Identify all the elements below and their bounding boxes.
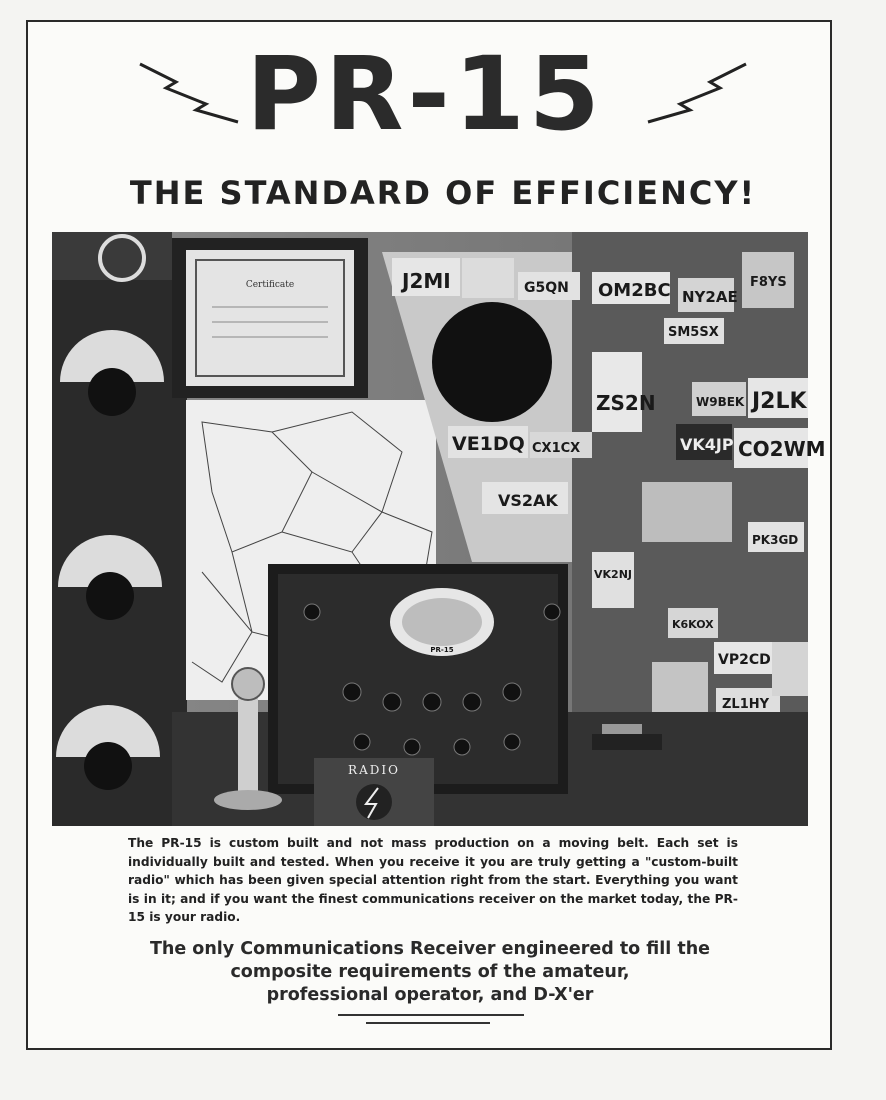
tagline-line-3: professional operator, and D-X'er	[266, 985, 594, 1005]
qsl-card: VK2NJ	[594, 568, 632, 581]
product-description: The PR-15 is custom built and not mass production on a moving belt. Each set is individually built and tested. When you receive it you are truly getting a "custom-built radio" which has been given special attention right from the start. Everything you want is in it; and if you want the finest communications receiver on the market today, the PR-15 is your radio.	[128, 836, 738, 924]
qsl-card: PK3GD	[752, 533, 799, 547]
qsl-card: J2MI	[402, 269, 451, 293]
magazine-title: RADIO	[348, 763, 400, 777]
page-title: PR-15	[246, 35, 604, 154]
qsl-card: ZL1HY	[722, 697, 770, 712]
qsl-card: G5QN	[524, 280, 569, 296]
tagline-line-1: The only Communications Receiver engineered to fill the	[149, 939, 711, 959]
page-subtitle: THE STANDARD OF EFFICIENCY!	[129, 174, 757, 212]
qsl-card: OM2BC	[598, 280, 671, 301]
radio-magazine	[314, 758, 434, 826]
qsl-card: CO2WM	[738, 437, 826, 461]
qsl-card: ZS2N	[596, 391, 656, 415]
qsl-card: VE1DQ	[452, 433, 525, 455]
qsl-card: VK4JP	[680, 435, 734, 454]
qsl-card: VS2AK	[498, 491, 558, 510]
radio-shack-photo	[52, 232, 826, 826]
tagline	[120, 938, 740, 1007]
qsl-card: VP2CD	[718, 652, 771, 668]
qsl-card: J2LK	[752, 389, 807, 414]
tagline-line-2: composite requirements of the amateur,	[230, 962, 630, 982]
qsl-card: K6KOX	[672, 618, 714, 631]
divider-line	[366, 1022, 490, 1024]
divider-line	[338, 1014, 524, 1016]
qsl-card: CX1CX	[532, 441, 581, 456]
qsl-card: SM5SX	[668, 325, 719, 340]
qsl-card: F8YS	[750, 275, 787, 290]
receiver-dial-label: PR-15	[430, 646, 454, 654]
qsl-card: W9BEK	[696, 395, 745, 409]
qsl-card: NY2AE	[682, 288, 738, 306]
svg-text:Certificate: Certificate	[245, 280, 295, 290]
